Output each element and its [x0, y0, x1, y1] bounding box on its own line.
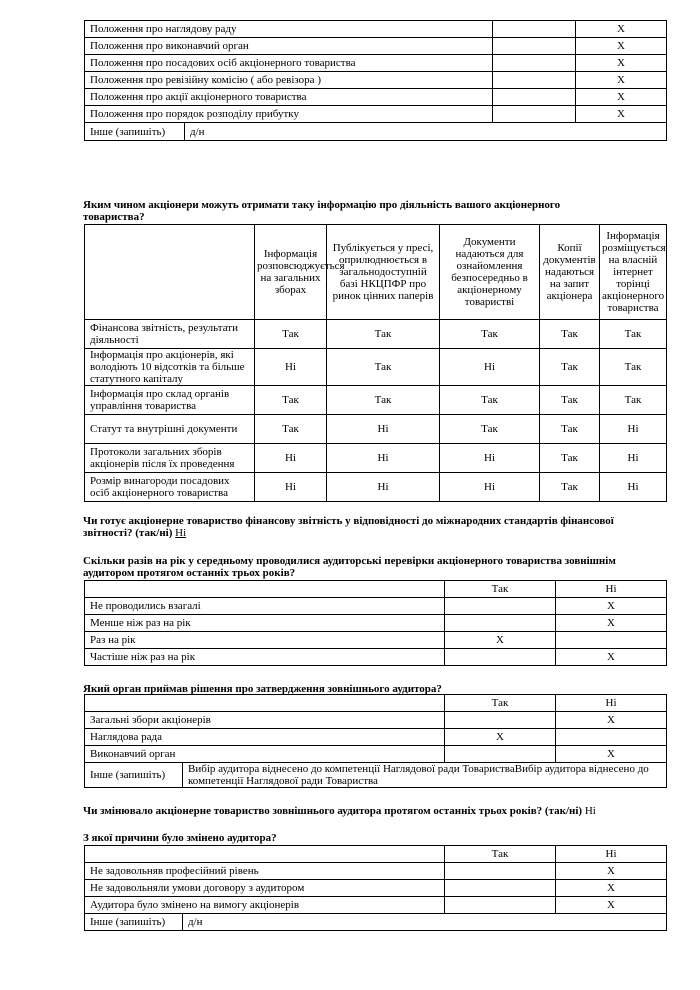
- no-cell: [556, 632, 667, 649]
- yes-cell: [445, 649, 556, 666]
- table-row: [85, 386, 667, 415]
- table-row: [85, 55, 667, 72]
- regulations-table: [84, 20, 667, 141]
- value-cell: Ні: [440, 349, 540, 386]
- auditor-changed-answer: Ні: [584, 805, 596, 817]
- info-access-table: [84, 224, 667, 502]
- audits-question: Скільки разів на рік у середньому проводилися аудиторські перевірки акціонерного товариства зовнішнім аудитором протягом останніх трьох років?: [83, 555, 616, 579]
- table-row: [85, 632, 667, 649]
- row-label: Протоколи загальних зборів акціонерів після їх проведення: [85, 444, 255, 473]
- auditor-body-table: [84, 694, 667, 788]
- info-access-question: Яким чином акціонери можуть отримати таку інформацію про діяльність вашого акціонерного товариства?: [83, 199, 561, 223]
- row-label: Положення про акції акціонерного товариства: [85, 89, 493, 106]
- corner-cell: [85, 225, 255, 320]
- header-row: [85, 695, 667, 712]
- row-label: Положення про ревізійну комісію ( або ревізора ): [85, 72, 493, 89]
- table-row: [85, 897, 667, 914]
- no-cell: [556, 729, 667, 746]
- table-row: [85, 444, 667, 473]
- value-cell: Ні: [327, 473, 440, 502]
- value-cell: Ні: [327, 415, 440, 444]
- row-label: Положення про виконавчий орган: [85, 38, 493, 55]
- value-cell: Ні: [255, 349, 327, 386]
- value-cell: Так: [540, 386, 600, 415]
- header-row: [85, 225, 667, 320]
- value-cell: Так: [440, 415, 540, 444]
- value-cell: Ні: [600, 444, 667, 473]
- row-label: Виконавчий орган: [85, 746, 445, 763]
- row-label: Аудитора було змінено на вимогу акціонерів: [85, 897, 445, 914]
- no-cell: Х: [556, 615, 667, 632]
- mark-cell: Х: [576, 38, 667, 55]
- value-cell: Так: [255, 320, 327, 349]
- auditor-body-question: Який орган приймав рішення про затвердження зовнішнього аудитора?: [83, 683, 442, 695]
- value-cell: Так: [540, 444, 600, 473]
- ifrs-answer: Ні: [175, 527, 187, 539]
- value-cell: Так: [255, 415, 327, 444]
- table-row: [85, 746, 667, 763]
- row-label: Фінансова звітність, результати діяльності: [85, 320, 255, 349]
- yes-cell: [445, 880, 556, 897]
- row-label: Положення про посадових осіб акціонерного товариства: [85, 55, 493, 72]
- value-cell: Так: [540, 473, 600, 502]
- table-row: [85, 729, 667, 746]
- auditor-changed-question: Чи змінювало акціонерне товариство зовнішнього аудитора протягом останніх трьох років? (так/ні) Ні: [83, 805, 596, 817]
- yes-cell: [445, 615, 556, 632]
- row-label: Інформація про акціонерів, які володіють 10 відсотків та більше статутного капіталу: [85, 349, 255, 386]
- yes-cell: [445, 863, 556, 880]
- empty-cell: [493, 89, 576, 106]
- row-label: Інформація про склад органів управління товариства: [85, 386, 255, 415]
- value-cell: Так: [540, 349, 600, 386]
- table-row: [85, 38, 667, 55]
- audits-table: [84, 580, 667, 666]
- value-cell: Ні: [255, 444, 327, 473]
- other-label: Інше (запишіть): [85, 763, 183, 788]
- table-row: [85, 649, 667, 666]
- mark-cell: Х: [576, 21, 667, 38]
- no-cell: Х: [556, 746, 667, 763]
- value-cell: Так: [600, 386, 667, 415]
- yes-header: Так: [445, 846, 556, 863]
- value-cell: Так: [327, 320, 440, 349]
- corner-cell: [85, 581, 445, 598]
- row-label: Загальні збори акціонерів: [85, 712, 445, 729]
- other-value: д/н: [183, 914, 667, 931]
- other-label: Інше (запишіть): [85, 914, 183, 931]
- value-cell: Ні: [255, 473, 327, 502]
- value-cell: Так: [327, 386, 440, 415]
- header-row: [85, 581, 667, 598]
- value-cell: Ні: [327, 444, 440, 473]
- column-header: Інформація розповсюджується на загальних зборах: [255, 225, 327, 320]
- column-header: Документи надаються для ознайомлення безпосередньо в акціонерному товаристві: [440, 225, 540, 320]
- column-header: Інформація розміщується на власній інтернет торінці акціонерного товариства: [600, 225, 667, 320]
- column-header: Копії документів надаються на запит акціонера: [540, 225, 600, 320]
- mark-cell: Х: [576, 89, 667, 106]
- value-cell: Ні: [440, 473, 540, 502]
- row-label: Частіше ніж раз на рік: [85, 649, 445, 666]
- table-row: [85, 349, 667, 386]
- row-label: Положення про наглядову раду: [85, 21, 493, 38]
- no-cell: Х: [556, 598, 667, 615]
- empty-cell: [493, 106, 576, 123]
- header-row: [85, 846, 667, 863]
- no-cell: Х: [556, 863, 667, 880]
- empty-cell: [493, 21, 576, 38]
- corner-cell: [85, 695, 445, 712]
- value-cell: Так: [440, 386, 540, 415]
- change-reason-table: [84, 845, 667, 931]
- value-cell: Так: [540, 415, 600, 444]
- value-cell: Ні: [440, 444, 540, 473]
- yes-cell: [445, 746, 556, 763]
- other-value: Вибір аудитора віднесено до компетенції Наглядової ради ТоваристваВибір аудитора віднесено до компетенції Наглядової ради Товариства: [183, 763, 667, 788]
- table-row: [85, 863, 667, 880]
- table-row: [85, 712, 667, 729]
- table-row: [85, 72, 667, 89]
- mark-cell: Х: [576, 106, 667, 123]
- table-row: [85, 880, 667, 897]
- yes-cell: [445, 712, 556, 729]
- row-label: Не задовольняв професійний рівень: [85, 863, 445, 880]
- no-cell: Х: [556, 897, 667, 914]
- row-label: Менше ніж раз на рік: [85, 615, 445, 632]
- value-cell: Ні: [600, 473, 667, 502]
- other-row: [85, 914, 667, 931]
- no-cell: Х: [556, 880, 667, 897]
- value-cell: Ні: [600, 415, 667, 444]
- value-cell: Так: [600, 349, 667, 386]
- other-label: Інше (запишіть): [85, 123, 185, 140]
- table-row: [85, 21, 667, 38]
- row-label: Не задовольняли умови договору з аудитором: [85, 880, 445, 897]
- column-header: Публікується у пресі, оприлюднюється в загальнодоступній базі НКЦПФР про ринок цінних паперів: [327, 225, 440, 320]
- yes-header: Так: [445, 695, 556, 712]
- no-cell: Х: [556, 712, 667, 729]
- table-row: [85, 320, 667, 349]
- no-header: Ні: [556, 695, 667, 712]
- no-header: Ні: [556, 846, 667, 863]
- corner-cell: [85, 846, 445, 863]
- table-row: [85, 89, 667, 106]
- row-label: Не проводились взагалі: [85, 598, 445, 615]
- mark-cell: Х: [576, 55, 667, 72]
- other-row: [85, 123, 667, 141]
- value-cell: Так: [600, 320, 667, 349]
- yes-header: Так: [445, 581, 556, 598]
- other-row: [85, 763, 667, 788]
- change-reason-question: З якої причини було змінено аудитора?: [83, 832, 277, 844]
- mark-cell: Х: [576, 72, 667, 89]
- value-cell: Так: [540, 320, 600, 349]
- value-cell: Так: [440, 320, 540, 349]
- empty-cell: [493, 38, 576, 55]
- yes-cell: [445, 897, 556, 914]
- row-label: Розмір винагороди посадових осіб акціонерного товариства: [85, 473, 255, 502]
- row-label: Статут та внутрішні документи: [85, 415, 255, 444]
- table-row: [85, 598, 667, 615]
- table-row: [85, 473, 667, 502]
- row-label: Положення про порядок розподілу прибутку: [85, 106, 493, 123]
- other-value: д/н: [190, 125, 205, 138]
- row-label: Наглядова рада: [85, 729, 445, 746]
- empty-cell: [493, 72, 576, 89]
- no-cell: Х: [556, 649, 667, 666]
- yes-cell: Х: [445, 632, 556, 649]
- empty-cell: [493, 55, 576, 72]
- no-header: Ні: [556, 581, 667, 598]
- yes-cell: [445, 598, 556, 615]
- value-cell: Так: [255, 386, 327, 415]
- ifrs-question: Чи готує акціонерне товариство фінансову звітність у відповідності до міжнародних стандартів фінансової звітності? (так/ні) Ні: [83, 515, 614, 539]
- value-cell: Так: [327, 349, 440, 386]
- table-row: [85, 106, 667, 123]
- yes-cell: Х: [445, 729, 556, 746]
- table-row: [85, 615, 667, 632]
- other-value-wrap: [85, 123, 667, 141]
- row-label: Раз на рік: [85, 632, 445, 649]
- table-row: [85, 415, 667, 444]
